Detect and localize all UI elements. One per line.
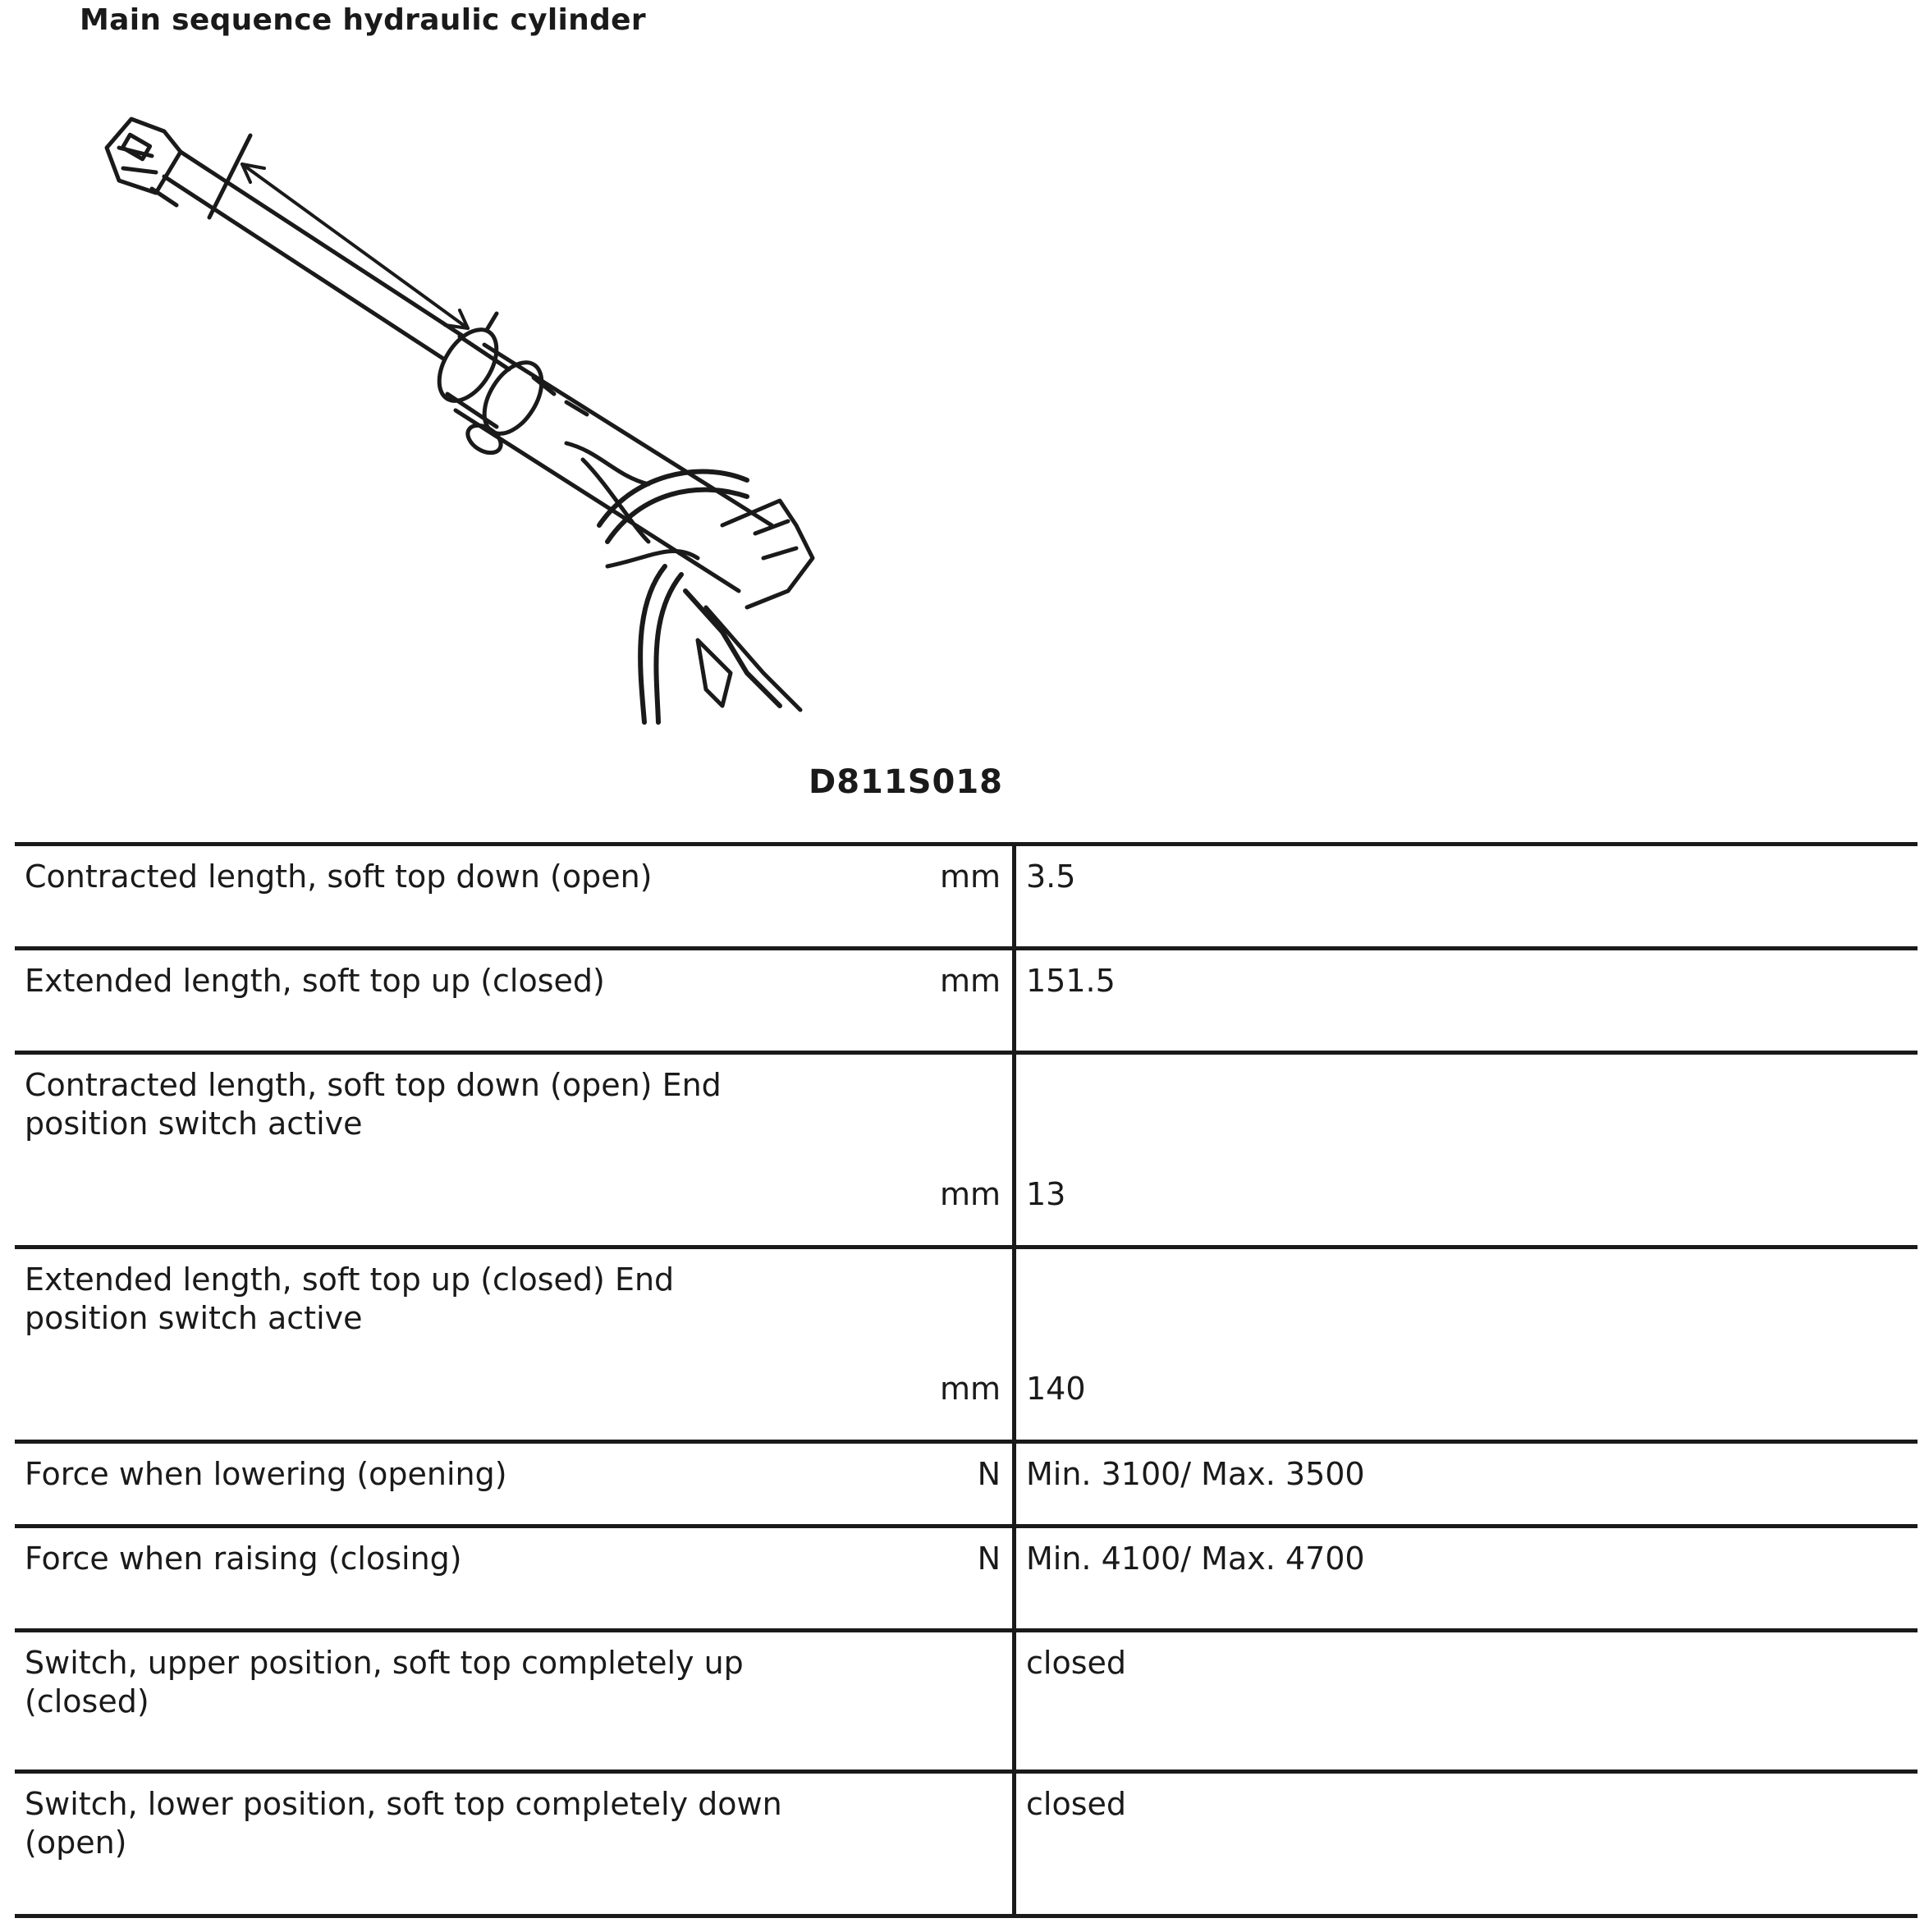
page-title: Main sequence hydraulic cylinder <box>80 3 646 37</box>
spec-table <box>15 842 1918 1918</box>
spec-label-cell <box>15 949 1015 1053</box>
spec-value-cell <box>1015 1772 1918 1916</box>
spec-label: Switch, upper position, soft top completely up (closed) <box>25 1645 744 1719</box>
spec-label: Contracted length, soft top down (open) <box>25 858 653 895</box>
spec-unit: mm <box>939 858 1001 895</box>
spec-unit: mm <box>939 1371 1001 1407</box>
spec-label: Extended length, soft top up (closed) End position switch active <box>25 1261 675 1336</box>
spec-value: closed <box>1026 1645 1126 1681</box>
spec-value: 13 <box>1026 1176 1066 1212</box>
table-row <box>15 1248 1918 1442</box>
spec-unit: N <box>977 1541 1001 1577</box>
spec-value-cell <box>1015 949 1918 1053</box>
spec-label-cell <box>15 1442 1015 1527</box>
spec-value-cell <box>1015 1527 1918 1631</box>
table-row <box>15 1053 1918 1248</box>
table-row <box>15 845 1918 949</box>
spec-value: 151.5 <box>1026 963 1116 999</box>
spec-label: Force when raising (closing) <box>25 1541 462 1577</box>
spec-unit: N <box>977 1456 1001 1492</box>
spec-label: Extended length, soft top up (closed) <box>25 963 605 999</box>
spec-value-cell <box>1015 1442 1918 1527</box>
spec-value: 140 <box>1026 1371 1086 1407</box>
spec-value-cell <box>1015 845 1918 949</box>
spec-label-cell <box>15 1527 1015 1631</box>
spec-label-cell <box>15 845 1015 949</box>
hydraulic-cylinder-icon <box>74 98 977 821</box>
table-row <box>15 1527 1918 1631</box>
spec-label-cell <box>15 1631 1015 1772</box>
spec-value: 3.5 <box>1026 858 1076 895</box>
table-row <box>15 949 1918 1053</box>
spec-unit: mm <box>939 1176 1001 1212</box>
spec-label: Force when lowering (opening) <box>25 1456 507 1492</box>
spec-label-cell <box>15 1053 1015 1248</box>
hydraulic-cylinder-figure <box>74 98 977 821</box>
table-row <box>15 1442 1918 1527</box>
spec-value-cell <box>1015 1248 1918 1442</box>
spec-value-cell <box>1015 1053 1918 1248</box>
spec-label-cell <box>15 1772 1015 1916</box>
figure-code: D811S018 <box>809 763 1004 801</box>
spec-label: Contracted length, soft top down (open) End position switch active <box>25 1067 722 1142</box>
spec-value: Min. 3100/ Max. 3500 <box>1026 1456 1365 1492</box>
table-row <box>15 1772 1918 1916</box>
spec-value: closed <box>1026 1786 1126 1822</box>
spec-value: Min. 4100/ Max. 4700 <box>1026 1541 1365 1577</box>
spec-label: Switch, lower position, soft top completely down (open) <box>25 1786 782 1861</box>
spec-unit: mm <box>939 963 1001 999</box>
spec-value-cell <box>1015 1631 1918 1772</box>
table-row <box>15 1631 1918 1772</box>
spec-label-cell <box>15 1248 1015 1442</box>
